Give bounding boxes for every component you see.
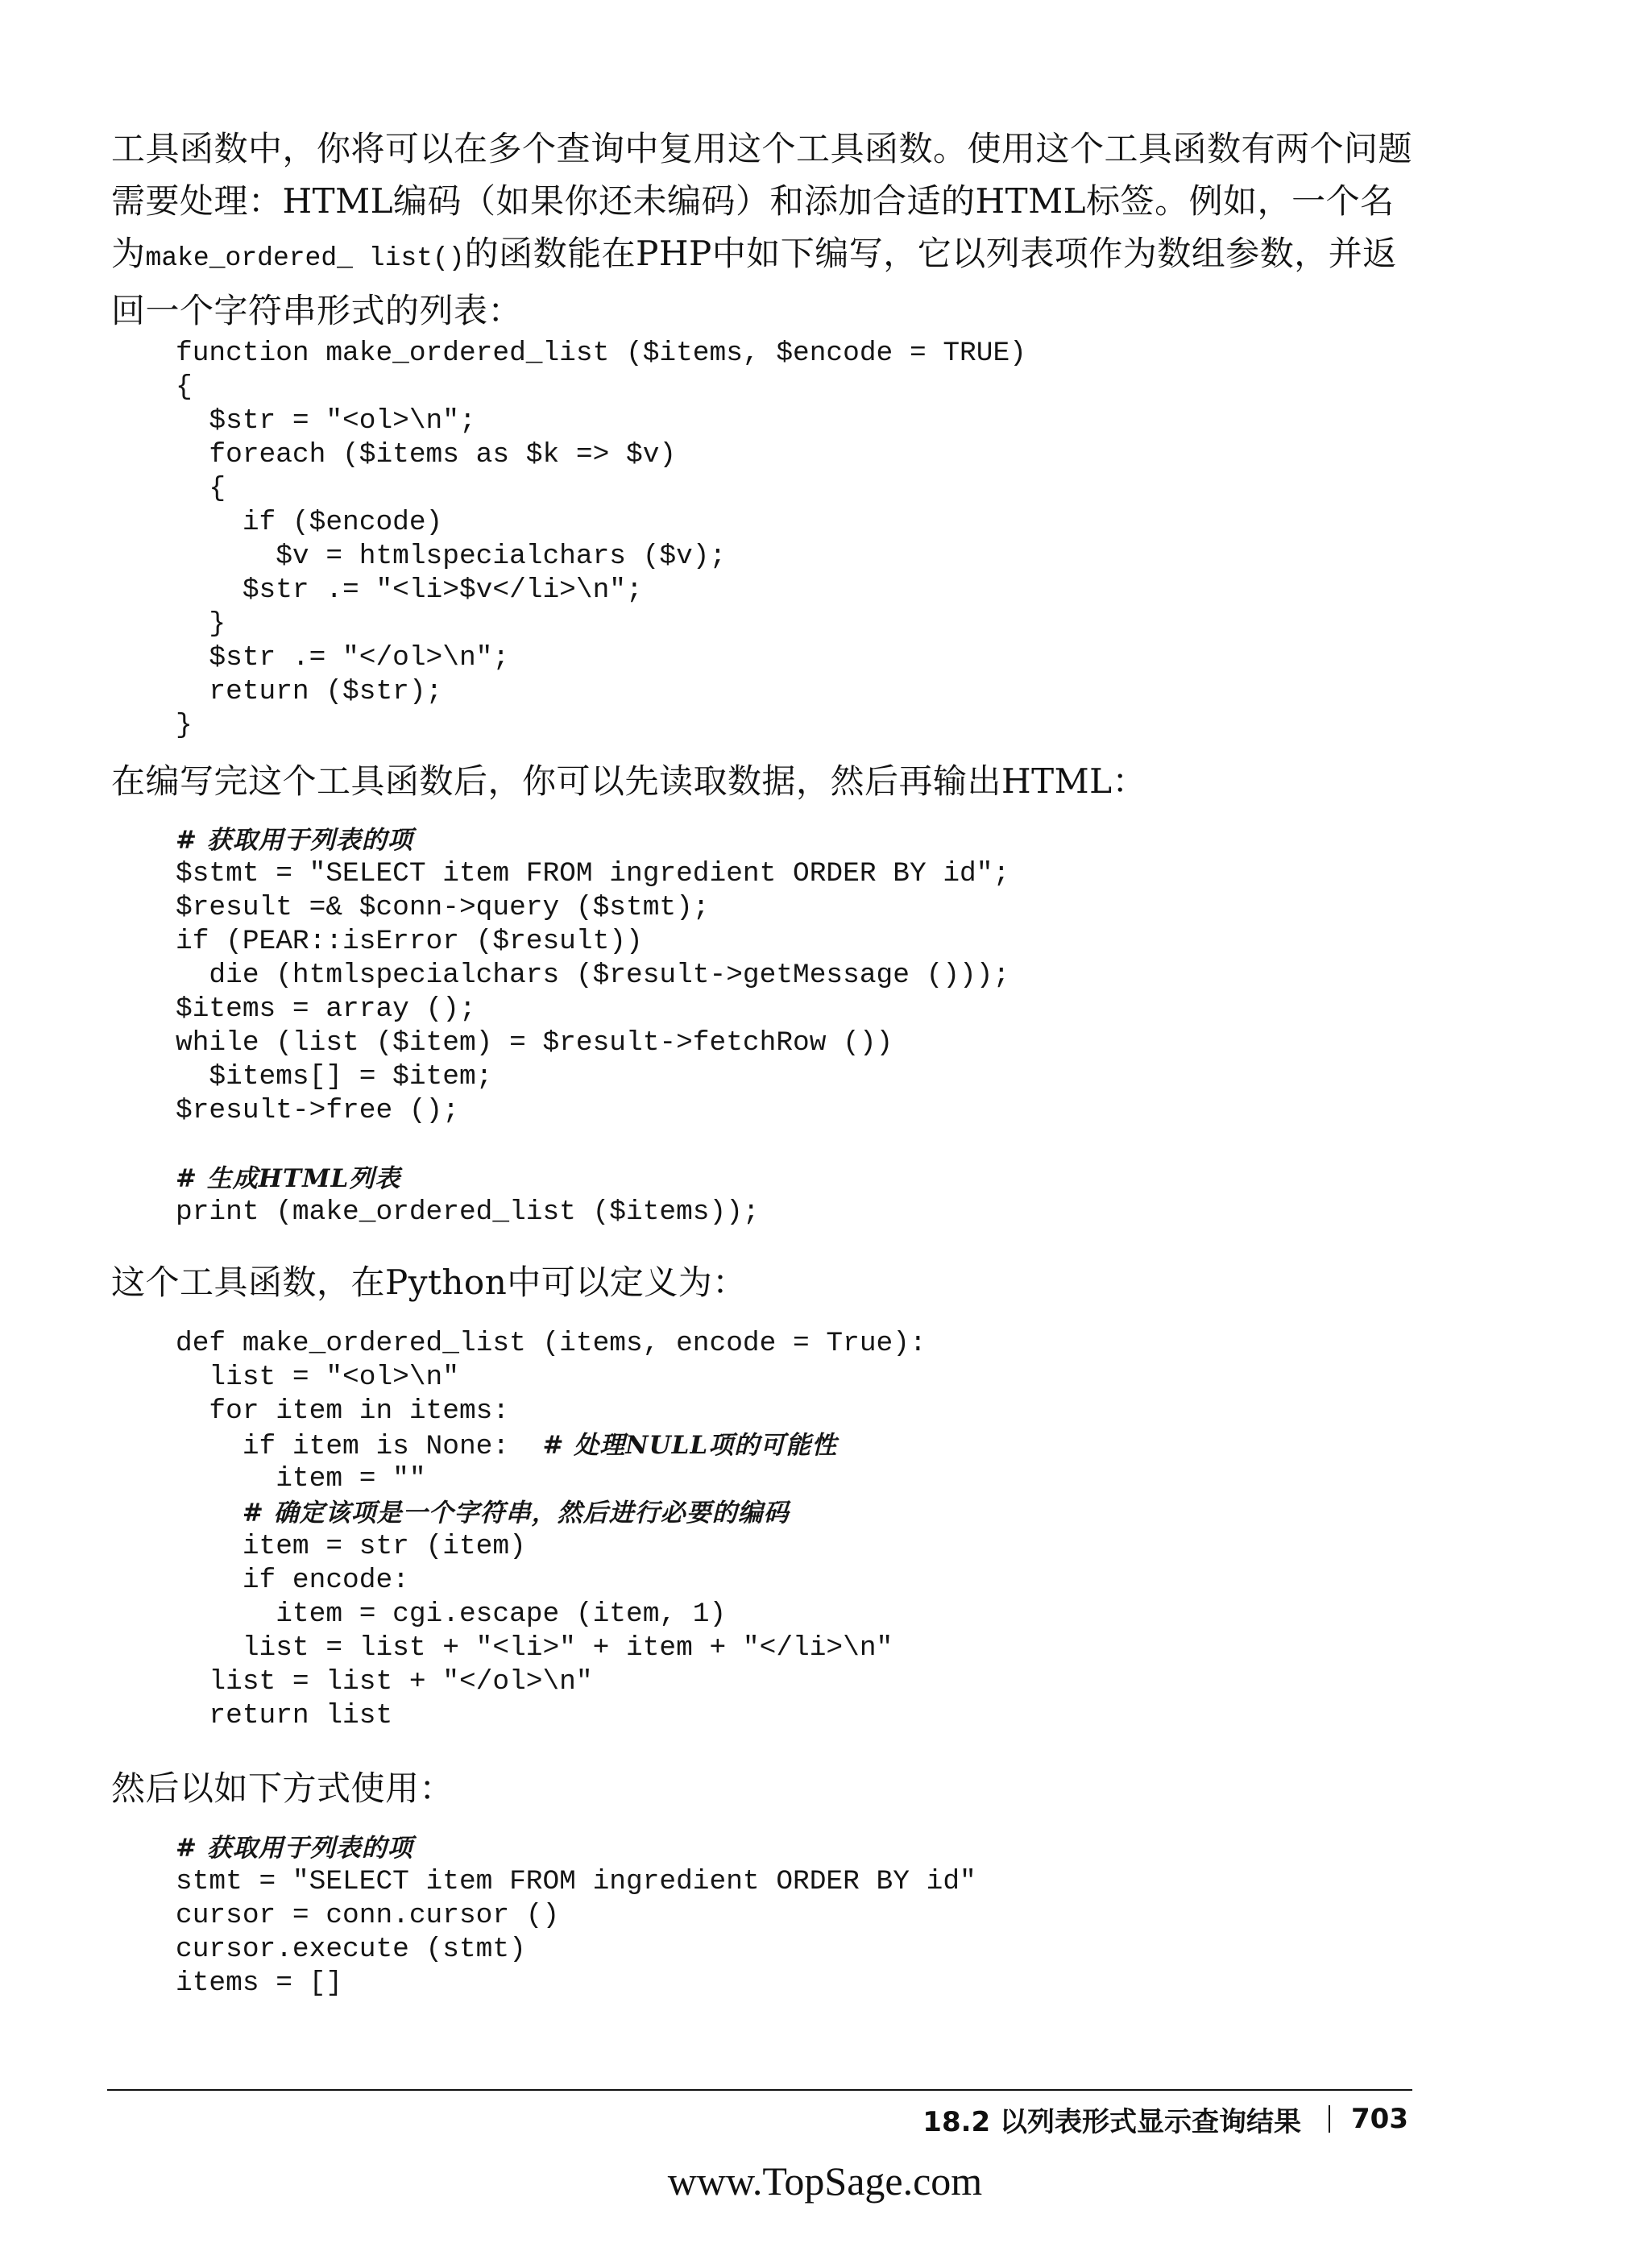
- code-line: $result =& $conn->query ($stmt);: [176, 892, 710, 923]
- code-line: {: [176, 473, 226, 504]
- code-line: return ($str);: [176, 676, 443, 707]
- code-line: function make_ordered_list ($items, $encode = TRUE): [176, 338, 1026, 369]
- intro-paragraph: [111, 122, 1416, 337]
- code-line: $items[] = $item;: [176, 1061, 493, 1093]
- code-line: print (make_ordered_list ($items));: [176, 1196, 760, 1228]
- code-line: [176, 1128, 1009, 1162]
- code-line: }: [176, 710, 193, 741]
- code-line: while (list ($item) = $result->fetchRow ()): [176, 1027, 893, 1059]
- code-line: # 生成HTML列表: [176, 1164, 401, 1193]
- code-line: stmt = "SELECT item FROM ingredient ORDER BY id": [176, 1866, 976, 1897]
- code-line: {: [176, 371, 193, 403]
- code-line: return list: [176, 1700, 393, 1731]
- footer-section-title: 18.2 以列表形式显示查询结果: [922, 2105, 1302, 2138]
- code-line: list = list + "</ol>\n": [176, 1666, 593, 1698]
- code-line: $str .= "</ol>\n";: [176, 642, 510, 674]
- code-line: cursor = conn.cursor (): [176, 1900, 560, 1931]
- intro-text-part1: 工具函数中，你将可以在多个查询中复用这个工具函数。使用这个工具函数有两个问题需要处理：HTML编码（如果你还未编码）和添加合适的HTML标签。例如，一个名为: [111, 129, 1413, 273]
- code-line: $str = "<ol>\n";: [176, 405, 476, 437]
- footer-page-number: 703: [1351, 2103, 1408, 2135]
- code-line: item = str (item): [176, 1531, 526, 1562]
- code-line: if encode:: [176, 1565, 409, 1596]
- code-line: def make_ordered_list (items, encode = True):: [176, 1328, 927, 1359]
- code-line: list = list + "<li>" + item + "</li>\n": [176, 1632, 893, 1664]
- python-intro: 这个工具函数，在Python中可以定义为：: [111, 1263, 747, 1302]
- code-line: item = "": [176, 1463, 426, 1495]
- php-usage-code-block: [176, 823, 1009, 1229]
- code-line: $result->free ();: [176, 1095, 459, 1126]
- code-line: item = cgi.escape (item, 1): [176, 1598, 727, 1630]
- code-line: items = []: [176, 1967, 343, 1999]
- footer-separator: [1329, 2105, 1330, 2133]
- code-line: # 获取用于列表的项: [176, 1834, 413, 1863]
- footer-rule: [107, 2089, 1412, 2091]
- code-line: cursor.execute (stmt): [176, 1934, 526, 1965]
- code-line: foreach ($items as $k => $v): [176, 439, 677, 471]
- python-usage-intro: 然后以如下方式使用：: [111, 1768, 454, 1808]
- watermark-url: www.TopSage.com: [667, 2158, 983, 2204]
- python-function-code-block: [176, 1327, 927, 1733]
- code-line: }: [176, 608, 226, 640]
- code-line: if ($encode): [176, 507, 443, 538]
- code-line: # 获取用于列表的项: [176, 826, 413, 855]
- code-line: die (htmlspecialchars ($result->getMessage ()));: [176, 960, 1010, 991]
- code-line: list = "<ol>\n": [176, 1362, 459, 1393]
- php-function-code-block: [176, 337, 1026, 743]
- intro-text-part2: 的函数能在PHP中如下编写，它以列表项作为数组参数，并返回一个字符串形式的列表：: [111, 234, 1397, 330]
- php-usage-intro: 在编写完这个工具函数后，你可以先读取数据，然后再输出HTML：: [111, 761, 1147, 801]
- code-line: $v = htmlspecialchars ($v);: [176, 541, 727, 572]
- code-line: if item is None: # 处理NULL项的可能性: [176, 1431, 838, 1462]
- python-usage-code-block: [176, 1831, 976, 2001]
- code-line: $items = array ();: [176, 993, 476, 1025]
- inline-function-name: make_ordered_ list(): [145, 243, 465, 273]
- code-line: if (PEAR::isError ($result)): [176, 926, 643, 957]
- code-line: for item in items:: [176, 1395, 510, 1427]
- page-footer: [922, 2095, 1408, 2143]
- code-line: $stmt = "SELECT item FROM ingredient ORDER BY id";: [176, 858, 1010, 889]
- code-line: $str .= "<li>$v</li>\n";: [176, 574, 643, 606]
- code-line: # 确定该项是一个字符串，然后进行必要的编码: [242, 1499, 790, 1528]
